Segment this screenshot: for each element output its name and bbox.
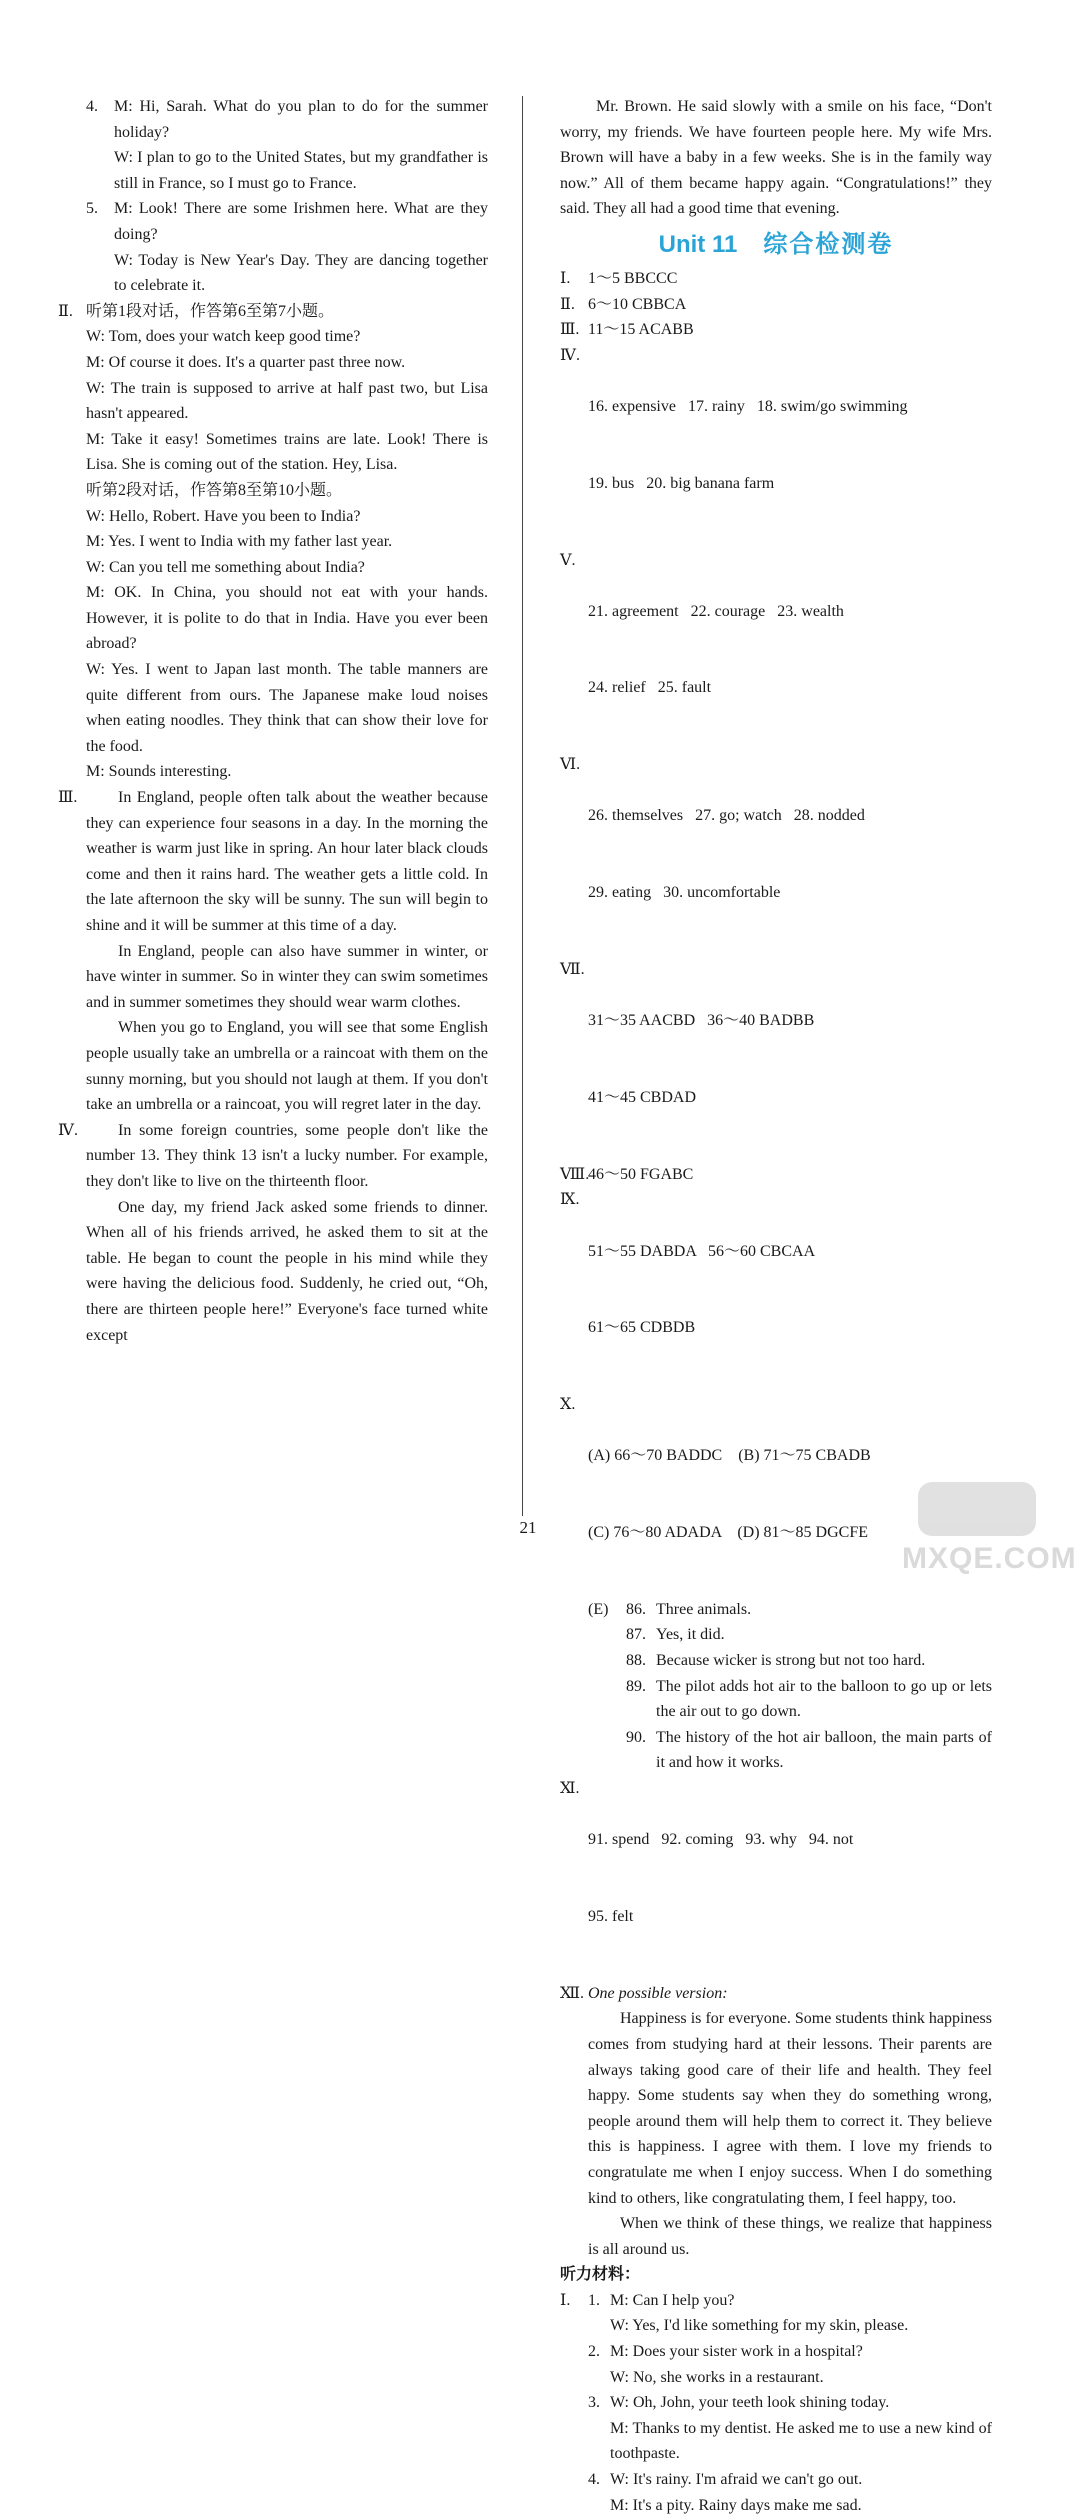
dialog-line: M: Thanks to my dentist. He asked me to use a new kind of toothpaste. xyxy=(610,2419,992,2463)
answer-line: 51～55 DABDA 56～60 CBCAA xyxy=(588,1242,816,1260)
item-text: Because wicker is strong but not too hard. xyxy=(656,1652,926,1670)
dialog-line: W: Hello, Robert. Have you been to India? xyxy=(86,507,361,525)
answer-item xyxy=(626,1622,992,1648)
section-label: Ⅴ. xyxy=(560,551,576,569)
dialog-line: W: I plan to go to the United States, but my grandfather is still in France, so I must go to France. xyxy=(114,149,488,192)
section-label: Ⅰ. xyxy=(560,2291,571,2309)
listening-section xyxy=(560,2288,992,2518)
section-label: Ⅰ. xyxy=(560,269,571,287)
answer-part-e xyxy=(560,1597,992,1776)
dialog-line: M: Can I help you? xyxy=(610,2291,735,2309)
dialog-line: W: It's rainy. I'm afraid we can't go out. xyxy=(610,2471,863,2489)
answer-line: 29. eating 30. uncomfortable xyxy=(588,884,781,902)
passage-paragraph: One day, my friend Jack asked some friends to dinner. When all of his friends arrived, he asked them to sit at the table. He began to count the people in his mind while they were having the delicious food. Suddenly, he cried out, “Oh, there are thirteen people here!” Everyone's face turned white except xyxy=(86,1198,488,1344)
dialog-number: 4. xyxy=(86,98,98,115)
section-heading: 听第1段对话，作答第6至第7小题。 xyxy=(86,302,335,320)
left-column xyxy=(58,94,488,1348)
section-label: Ⅸ. xyxy=(560,1191,580,1209)
section-4 xyxy=(58,1118,488,1348)
dialog-line: M: It's a pity. Rainy days make me sad. xyxy=(610,2496,862,2514)
dialog-line: W: Yes. I went to Japan last month. The table manners are quite different from ours. The Japanese make loud noises when eating noodles. They think that can show their love for the food. xyxy=(86,661,488,755)
answer-row xyxy=(560,343,992,548)
answer-row xyxy=(560,317,992,343)
section-label: Ⅱ. xyxy=(560,295,575,313)
answer-row xyxy=(560,1776,992,1981)
essay-paragraph: When we think of these things, we realize that happiness is all around us. xyxy=(588,2215,992,2258)
answer-line: 24. relief 25. fault xyxy=(588,679,712,697)
dialog-number: 4. xyxy=(588,2471,600,2489)
section-label: Ⅳ. xyxy=(560,346,580,364)
passage-paragraph: In some foreign countries, some people don't like the number 13. They think 13 isn't a lucky number. For example, they don't like to live on the thirteenth floor. xyxy=(86,1121,488,1190)
answer-item xyxy=(626,1725,992,1776)
watermark-logo xyxy=(900,1480,1077,1590)
dialog-number: 1. xyxy=(588,2291,600,2309)
answer-line: 46～50 FGABC xyxy=(588,1165,694,1183)
item-number: 89. xyxy=(626,1677,646,1695)
section-2 xyxy=(58,299,488,785)
section-label: Ⅱ. xyxy=(58,302,73,320)
section-3 xyxy=(58,785,488,1118)
answer-line: (A) 66～70 BADDC (B) 71～75 CBADB xyxy=(588,1447,871,1465)
writing-section xyxy=(560,1981,992,2263)
answer-line: 95. felt xyxy=(588,1907,634,1925)
listening-dialog xyxy=(588,2390,992,2467)
answer-row xyxy=(560,1162,992,1188)
answer-item xyxy=(626,1597,992,1623)
dialog-line: M: Does your sister work in a hospital? xyxy=(610,2343,863,2361)
watermark-text: MXQE.COM xyxy=(902,1542,1077,1575)
part-label: (E) xyxy=(588,1600,609,1618)
answer-row xyxy=(560,957,992,1162)
answer-line: 16. expensive 17. rainy 18. swim/go swimming xyxy=(588,397,908,415)
listening-dialog xyxy=(588,2339,992,2390)
listening-dialog xyxy=(588,2467,992,2518)
version-label: One possible version: xyxy=(588,1984,728,2002)
answer-line: 1～5 BBCCC xyxy=(588,269,678,287)
dialog-5 xyxy=(58,196,488,298)
listening-dialog xyxy=(588,2288,992,2339)
section-label: Ⅳ. xyxy=(58,1121,78,1139)
dialog-line: M: Sounds interesting. xyxy=(86,763,232,781)
answer-item xyxy=(626,1648,992,1674)
item-text: The history of the hot air balloon, the main parts of it and how it works. xyxy=(656,1728,992,1772)
watermark-badge-icon xyxy=(918,1482,1036,1536)
column-divider xyxy=(522,96,523,1516)
answer-row xyxy=(560,1187,992,1392)
item-number: 86. xyxy=(626,1600,646,1618)
essay-paragraph: Happiness is for everyone. Some students think happiness comes from studying hard at their lessons. Their parents are always taking good care of their life and health. They feel happy. Some students say when they do something wrong, people around them will help them to correct it. They believe this is happiness. I agree with them. I love my friends to congratulate me when I enjoy success. When I do something kind to others, like congratulating them, I feel happy, too. xyxy=(588,2010,992,2207)
dialog-4 xyxy=(58,94,488,196)
dialog-line: M: OK. In China, you should not eat with your hands. However, it is polite to do that in India. Have you ever been abroad? xyxy=(86,584,488,653)
answer-line: 31～35 AACBD 36～40 BADBB xyxy=(588,1012,815,1030)
right-column xyxy=(560,94,992,2518)
passage-continuation: Mr. Brown. He said slowly with a smile on his face, “Don't worry, my friends. We have fourteen people here. My wife Mrs. Brown will have a baby in a few weeks. She is in the family way now.” All of them became happy again. “Congratulations!” they said. They all had a good time that evening. xyxy=(560,98,992,218)
dialog-number: 5. xyxy=(86,200,98,218)
answer-row xyxy=(560,548,992,753)
dialog-line: M: Of course it does. It's a quarter past three now. xyxy=(86,353,406,371)
item-number: 88. xyxy=(626,1652,646,1670)
section-label: Ⅹ. xyxy=(560,1396,576,1414)
section-label: Ⅲ. xyxy=(560,321,580,339)
answer-line: (C) 76～80 ADADA (D) 81～85 DGCFE xyxy=(588,1524,869,1542)
section-label: Ⅶ. xyxy=(560,961,585,978)
dialog-line: W: Tom, does your watch keep good time? xyxy=(86,328,361,346)
answer-key xyxy=(560,266,992,2262)
dialog-line: W: Can you tell me something about India? xyxy=(86,558,365,576)
dialog-line: M: Take it easy! Sometimes trains are late. Look! There is Lisa. She is coming out of the station. Hey, Lisa. xyxy=(86,430,488,474)
item-text: The pilot adds hot air to the balloon to go up or lets the air out to go down. xyxy=(656,1677,992,1721)
passage-paragraph: In England, people often talk about the weather because they can experience four seasons in a day. In the morning the weather is warm just like in spring. An hour later black clouds come and then it rains hard. The weather gets a little cold. In the late afternoon the sky will be sunny. The sun will begin to shine and it will be summer at this time of a day. xyxy=(86,789,488,934)
section-label: Ⅵ. xyxy=(560,756,581,774)
answer-line: 21. agreement 22. courage 23. wealth xyxy=(588,602,844,620)
dialog-line: M: Yes. I went to India with my father last year. xyxy=(86,533,393,551)
answer-item xyxy=(626,1674,992,1725)
section-label: Ⅲ. xyxy=(58,789,78,807)
answer-line: 91. spend 92. coming 93. why 94. not xyxy=(588,1831,854,1849)
page-number: 21 xyxy=(519,1518,537,1537)
item-text: Yes, it did. xyxy=(656,1626,725,1644)
answer-line: 11～15 ACABB xyxy=(588,321,694,339)
unit-heading xyxy=(560,226,992,264)
listening-heading: 听力材料： xyxy=(560,2266,641,2284)
answer-row xyxy=(560,752,992,957)
answer-line: 41～45 CBDAD xyxy=(588,1088,697,1106)
item-number: 87. xyxy=(626,1626,646,1644)
dialog-number: 2. xyxy=(588,2343,600,2361)
dialog-line: W: Yes, I'd like something for my skin, please. xyxy=(610,2317,909,2335)
answer-line: 6～10 CBBCA xyxy=(588,295,687,313)
dialog-line: W: The train is supposed to arrive at half past two, but Lisa hasn't appeared. xyxy=(86,379,488,423)
item-text: Three animals. xyxy=(656,1600,752,1618)
dialog-line: W: Today is New Year's Day. They are dancing together to celebrate it. xyxy=(114,251,488,295)
answer-line: 61～65 CDBDB xyxy=(588,1319,696,1337)
answer-row xyxy=(560,266,992,292)
dialog-line: M: Look! There are some Irishmen here. What are they doing? xyxy=(114,200,488,243)
dialog-line: W: Oh, John, your teeth look shining today. xyxy=(610,2394,890,2412)
section-label: Ⅻ. xyxy=(560,1984,585,2002)
dialog-number: 3. xyxy=(588,2394,600,2412)
dialog-line: M: Hi, Sarah. What do you plan to do for the summer holiday? xyxy=(114,98,488,141)
answer-row xyxy=(560,292,992,318)
dialog-line: W: No, she works in a restaurant. xyxy=(610,2368,824,2386)
answer-line: 26. themselves 27. go; watch 28. nodded xyxy=(588,807,865,825)
unit-title: Unit 11 xyxy=(658,230,738,258)
section-heading: 听第2段对话，作答第8至第10小题。 xyxy=(86,481,343,499)
unit-subtitle: 综合检测卷 xyxy=(763,230,894,258)
passage-paragraph: In England, people can also have summer in winter, or have winter in summer. So in winter they can swim sometimes and in summer sometimes they should wear warm clothes. xyxy=(86,942,488,1011)
section-label: Ⅷ. xyxy=(560,1165,590,1183)
answer-line: 19. bus 20. big banana farm xyxy=(588,474,775,492)
passage-paragraph: When you go to England, you will see that some English people usually take an umbrella or a raincoat with them on the sunny morning, but you should not laugh at them. If you don't take an umbrella or a raincoat, you will regret later in the day. xyxy=(86,1019,488,1114)
item-number: 90. xyxy=(626,1728,646,1746)
section-label: Ⅺ. xyxy=(560,1780,580,1797)
